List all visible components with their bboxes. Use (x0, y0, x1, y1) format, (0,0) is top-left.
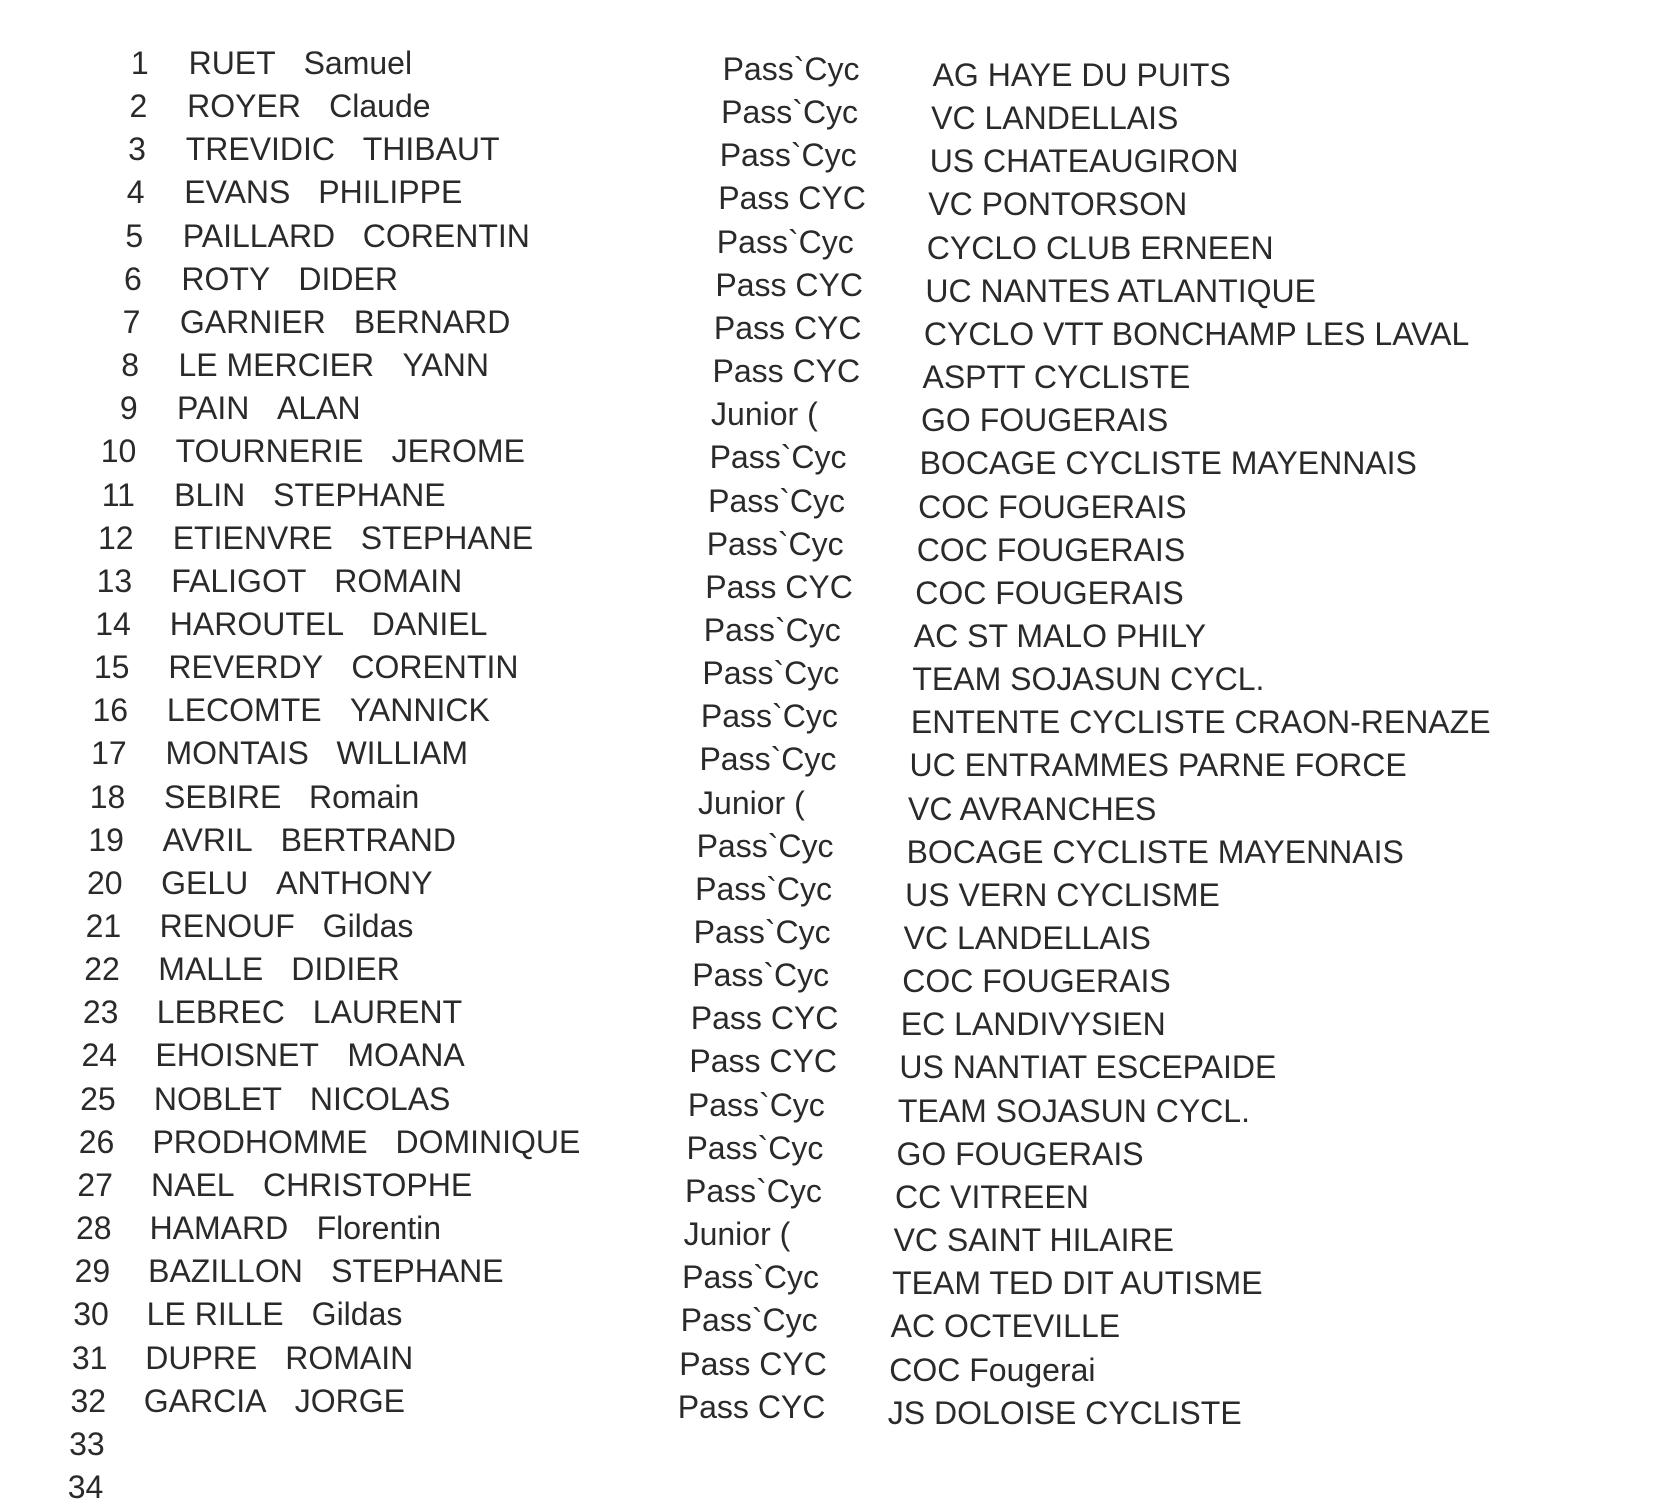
rank-number: 22 (84, 951, 120, 988)
rider-first-name: Gildas (322, 908, 414, 944)
rider-last-name: TREVIDIC (185, 131, 336, 168)
result-row (0, 517, 1680, 568)
rider-club: BOCAGE CYCLISTE MAYENNAIS (919, 445, 1417, 482)
rider-first-name: THIBAUT (362, 131, 500, 168)
rider-first-name: STEPHANE (331, 1253, 504, 1290)
result-row (0, 1337, 1680, 1388)
rider-first-name: DIDIER (291, 951, 400, 988)
rank-number: 10 (100, 433, 137, 470)
rider-last-name: RUET (188, 45, 276, 81)
rider-category: Pass CYC (705, 568, 853, 605)
rider-first-name: YANNICK (349, 692, 490, 729)
rider-last-name: AVRIL (162, 821, 253, 858)
rider-category: Pass`Cyc (695, 870, 833, 907)
rank-number: 2 (129, 88, 148, 125)
rider-last-name: BLIN (174, 476, 246, 513)
rider-club: TEAM SOJASUN CYCL. (897, 1092, 1250, 1129)
rank-number: 26 (78, 1123, 115, 1160)
result-row (0, 258, 1680, 309)
rider-category: Pass CYC (715, 266, 863, 303)
rider-first-name: Samuel (303, 45, 413, 81)
result-row (0, 344, 1680, 396)
rank-number: 17 (91, 735, 127, 772)
rank-number: 23 (82, 994, 119, 1031)
result-row (0, 776, 1680, 827)
rider-first-name: STEPHANE (273, 476, 446, 513)
rider-last-name: LECOMTE (166, 692, 322, 729)
rider-category: Pass`Cyc (721, 94, 859, 131)
rider-first-name: YANN (402, 347, 489, 384)
rider-first-name: ANTHONY (276, 864, 433, 901)
rider-category: Pass`Cyc (687, 1086, 825, 1123)
result-row (0, 1121, 1680, 1172)
rider-club: VC PONTORSON (928, 186, 1188, 223)
rider-category: Pass`Cyc (682, 1259, 820, 1296)
result-row (0, 128, 1680, 180)
rider-club: JS DOLOISE CYCLISTE (887, 1394, 1242, 1431)
rider-first-name: JEROME (391, 433, 525, 470)
result-row (0, 1293, 1680, 1345)
rank-number: 1 (130, 45, 149, 81)
result-row (0, 905, 1680, 956)
rider-club: VC SAINT HILAIRE (893, 1222, 1174, 1258)
result-row (0, 991, 1680, 1043)
result-row (0, 387, 1680, 439)
rider-club: COC FOUGERAIS (918, 488, 1187, 525)
rank-number: 15 (93, 649, 130, 686)
rider-last-name: RENOUF (159, 908, 295, 944)
rider-category: Pass`Cyc (709, 439, 847, 476)
rider-category: Pass`Cyc (716, 223, 854, 260)
result-row (0, 1423, 1680, 1466)
rider-last-name: TOURNERIE (175, 433, 364, 470)
rider-last-name: PAILLARD (182, 217, 336, 254)
rider-category: Pass CYC (689, 1043, 837, 1080)
rider-last-name: ROYER (187, 88, 301, 125)
rider-club: TEAM SOJASUN CYCL. (912, 661, 1265, 698)
rider-club: US NANTIAT ESCEPAIDE (899, 1049, 1277, 1086)
result-row (0, 646, 1680, 698)
rider-last-name: SEBIRE (164, 778, 282, 815)
rider-last-name: PAIN (177, 390, 250, 427)
rider-club: CYCLO VTT BONCHAMP LES LAVAL (923, 315, 1470, 352)
rank-number: 12 (97, 519, 134, 556)
rider-category: Junior ( (683, 1216, 791, 1252)
rider-club: US VERN CYCLISME (905, 876, 1220, 913)
rider-category: Pass`Cyc (692, 957, 830, 994)
rider-club: BOCAGE CYCLISTE MAYENNAIS (906, 833, 1404, 870)
result-row (0, 474, 1680, 525)
rider-first-name: ROMAIN (334, 562, 463, 599)
rider-club: COC FOUGERAIS (902, 963, 1171, 1000)
rider-category: Pass`Cyc (722, 51, 860, 87)
rider-category: Pass CYC (713, 309, 862, 346)
result-row (0, 819, 1680, 870)
rider-last-name: HAROUTEL (169, 605, 345, 642)
rider-first-name: DOMINIQUE (395, 1123, 581, 1160)
rank-number: 32 (70, 1382, 107, 1419)
result-row (0, 603, 1680, 654)
result-row (0, 1380, 1680, 1431)
result-row (0, 948, 1680, 1000)
rank-number: 13 (96, 562, 133, 599)
rider-category: Pass`Cyc (680, 1302, 818, 1339)
rank-number: 20 (86, 864, 123, 901)
rider-club: AC OCTEVILLE (890, 1308, 1121, 1345)
rank-number: 16 (92, 692, 129, 729)
rider-last-name: REVERDY (168, 649, 324, 686)
result-row (0, 42, 1680, 93)
result-row (0, 215, 1680, 266)
result-row (0, 85, 1680, 137)
rider-first-name: STEPHANE (360, 519, 534, 556)
rider-first-name: LAURENT (312, 994, 463, 1031)
rider-club: UC NANTES ATLANTIQUE (925, 272, 1316, 309)
rider-first-name: ROMAIN (285, 1339, 414, 1376)
result-row (0, 1250, 1680, 1302)
rider-last-name: ETIENVRE (172, 519, 333, 556)
rider-last-name: NOBLET (153, 1080, 282, 1117)
rider-club: CC VITREEN (895, 1178, 1089, 1215)
rider-category: Pass CYC (718, 180, 866, 217)
rider-club: VC AVRANCHES (908, 790, 1157, 827)
rider-category: Pass`Cyc (706, 525, 844, 562)
rider-last-name: LE RILLE (146, 1296, 284, 1333)
rank-number: 14 (95, 605, 131, 642)
rider-category: Pass CYC (712, 353, 861, 390)
rider-club: UC ENTRAMMES PARNE FORCE (909, 747, 1407, 784)
rider-first-name: Florentin (316, 1210, 442, 1246)
rider-category: Pass CYC (679, 1345, 827, 1382)
rider-category: Pass`Cyc (699, 741, 837, 778)
rank-number: 4 (126, 174, 145, 211)
rank-number: 5 (125, 217, 144, 254)
rider-club: US CHATEAUGIRON (929, 143, 1239, 180)
rider-club: AC ST MALO PHILY (913, 617, 1207, 654)
rank-number: 33 (69, 1425, 105, 1462)
result-row (0, 1207, 1680, 1258)
rider-last-name: GARNIER (179, 303, 326, 340)
rank-number: 31 (71, 1339, 108, 1376)
rider-first-name: JORGE (294, 1382, 406, 1419)
rider-first-name: Gildas (311, 1296, 403, 1333)
rank-number: 21 (85, 908, 122, 944)
rider-club: COC FOUGERAIS (915, 574, 1184, 611)
rider-club: VC LANDELLAIS (903, 920, 1151, 956)
rider-category: Junior ( (698, 784, 805, 821)
rider-last-name: FALIGOT (171, 562, 307, 599)
rider-club: EC LANDIVYSIEN (900, 1006, 1166, 1043)
rank-number: 6 (124, 260, 142, 297)
result-row (0, 430, 1680, 482)
rank-number: 19 (88, 821, 124, 858)
rider-club: AG HAYE DU PUITS (932, 57, 1231, 93)
rider-last-name: GARCIA (143, 1382, 267, 1419)
rider-club: COC Fougerai (889, 1351, 1096, 1388)
rider-first-name: WILLIAM (336, 735, 469, 772)
rider-first-name: DIDER (298, 260, 398, 297)
rider-category: Pass`Cyc (693, 914, 831, 950)
result-row (0, 560, 1680, 611)
rider-last-name: MALLE (158, 951, 264, 988)
rider-first-name: NICOLAS (309, 1080, 451, 1117)
rank-number: 27 (77, 1166, 113, 1203)
rider-first-name: CORENTIN (362, 217, 530, 254)
result-row (0, 1466, 1680, 1509)
rider-category: Pass CYC (690, 1000, 839, 1037)
rider-first-name: ALAN (277, 390, 361, 427)
rider-category: Pass`Cyc (702, 655, 840, 692)
rider-first-name: BERNARD (353, 303, 511, 340)
rider-club: ENTENTE CYCLISTE CRAON-RENAZE (910, 704, 1491, 741)
rider-first-name: Romain (309, 778, 420, 815)
rider-category: Pass`Cyc (685, 1172, 822, 1209)
rider-last-name: EHOISNET (155, 1037, 319, 1074)
rider-category: Pass`Cyc (686, 1129, 824, 1166)
rider-category: Pass CYC (677, 1388, 826, 1425)
rider-first-name: PHILIPPE (318, 174, 463, 211)
rank-number: 7 (122, 303, 141, 340)
rider-club: GO FOUGERAIS (921, 402, 1169, 439)
result-row (0, 1034, 1680, 1086)
rider-first-name: CORENTIN (351, 649, 519, 686)
result-row (0, 732, 1680, 784)
result-row (0, 689, 1680, 741)
rider-first-name: Claude (329, 88, 431, 125)
rank-number: 29 (74, 1253, 111, 1290)
rank-number: 24 (81, 1037, 118, 1074)
rider-club: COC FOUGERAIS (916, 531, 1186, 568)
rank-number: 28 (75, 1210, 112, 1246)
rider-last-name: DUPRE (145, 1339, 258, 1376)
rank-number: 18 (89, 778, 126, 815)
rider-first-name: CHRISTOPHE (263, 1166, 473, 1203)
rider-first-name: BERTRAND (280, 821, 456, 858)
rider-last-name: LE MERCIER (178, 347, 375, 384)
rank-number: 9 (119, 390, 138, 427)
rider-first-name: DANIEL (371, 605, 488, 642)
rider-club: CYCLO CLUB ERNEEN (926, 229, 1274, 266)
rider-category: Pass`Cyc (708, 482, 846, 519)
result-row (0, 301, 1680, 352)
rider-last-name: EVANS (184, 174, 291, 211)
result-row (0, 1078, 1680, 1129)
rider-category: Junior ( (711, 396, 818, 433)
rank-number: 25 (80, 1080, 116, 1117)
rider-category: Pass`Cyc (703, 611, 841, 648)
rider-last-name: HAMARD (149, 1210, 289, 1246)
result-row (0, 171, 1680, 223)
result-row (0, 1164, 1680, 1215)
rider-club: ASPTT CYCLISTE (922, 359, 1191, 396)
rider-club: VC LANDELLAIS (931, 100, 1179, 137)
rider-last-name: GELU (161, 864, 249, 901)
rider-category: Pass`Cyc (696, 827, 834, 864)
rider-last-name: PRODHOMME (152, 1123, 368, 1160)
rank-number: 34 (67, 1469, 104, 1505)
rider-last-name: NAEL (151, 1166, 235, 1203)
rank-number: 3 (128, 131, 146, 168)
rider-last-name: MONTAIS (165, 735, 309, 772)
rider-category: Pass`Cyc (700, 698, 838, 735)
rider-club: TEAM TED DIT AUTISME (892, 1265, 1263, 1302)
rider-last-name: LEBREC (156, 994, 285, 1031)
rider-club: GO FOUGERAIS (896, 1135, 1144, 1172)
rank-number: 11 (101, 476, 135, 513)
rank-number: 8 (121, 347, 140, 384)
rider-last-name: BAZILLON (148, 1253, 303, 1290)
rank-number: 30 (73, 1296, 109, 1333)
rider-last-name: ROTY (181, 260, 271, 297)
rider-category: Pass`Cyc (719, 137, 857, 174)
result-row (0, 862, 1680, 913)
rider-first-name: MOANA (347, 1037, 465, 1074)
